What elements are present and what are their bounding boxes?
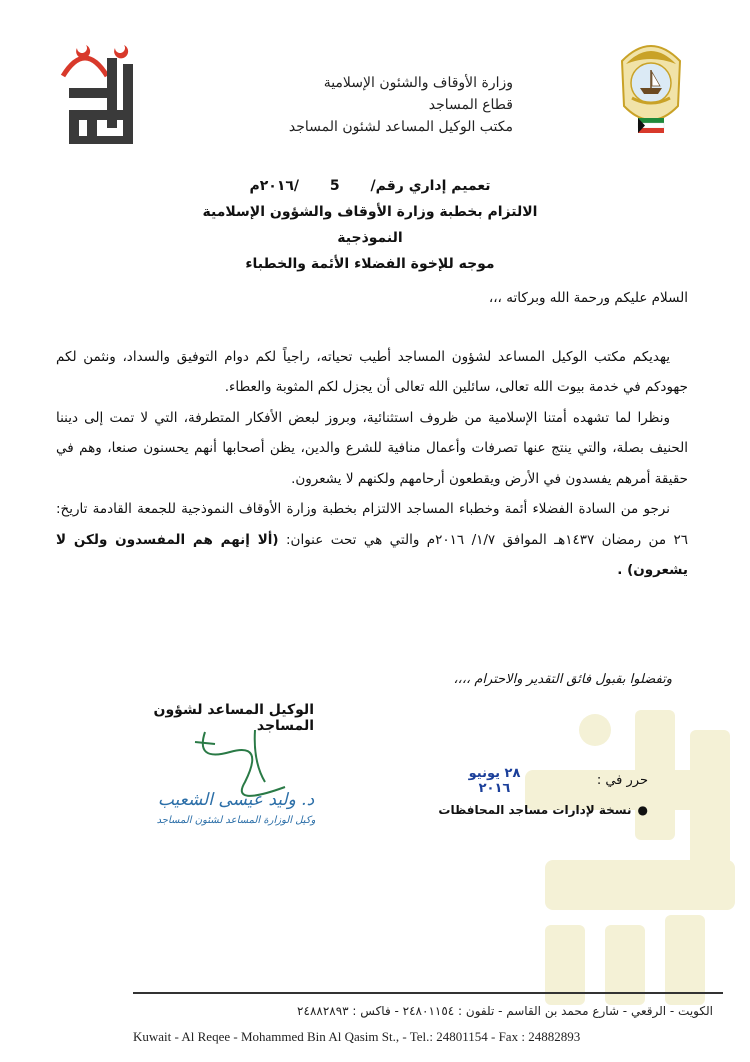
greeting: السلام عليكم ورحمة الله وبركاته ،،،: [488, 290, 688, 306]
kuwait-emblem-icon: [612, 36, 690, 148]
circular-audience: موجه للإخوة الفضلاء الأئمة والخطباء: [245, 256, 495, 272]
circular-header: [170, 173, 570, 277]
circular-number-line: [170, 173, 570, 199]
footer-address-english: Kuwait - Al Reqee - Mohammed Bin Al Qasim St., - Tel.: 24801154 - Fax : 24882893: [133, 1029, 581, 1044]
ministry-name: وزارة الأوقاف والشئون الإسلامية: [323, 75, 513, 91]
closing-line: وتفضلوا بقبول فائق التقدير والاحترام ،،،،: [453, 672, 672, 687]
signatory-title: الوكيل المساعد لشؤون المساجد: [153, 702, 314, 734]
circular-label: تعميم إداري رقم/: [370, 178, 491, 194]
footer-address-arabic: الكويت - الرقعي - شارع محمد بن القاسم - تلفون : ٢٤٨٠١١٥٤ - فاكس : ٢٤٨٨٢٨٩٣: [297, 1004, 713, 1018]
paragraph-2: ونظرا لما تشهده أمتنا الإسلامية من ظروف استثنائية، وبروز لبعض الأفكار المتطرفة، التي لا تمت إلى ديننا الحنيف بصلة، والتي ينتج عنها تصرفات وأعمال منافية للشرع والدين، يظن أصحابها أنهم يحسنون صنعا، وهم في حقيقة أمرهم يفسدون في الأرض ويقطعون أرحامهم ولكنهم لا يشعرون.: [56, 409, 688, 487]
copy-to-text: نسخة لإدارات مساجد المحافظات: [438, 803, 632, 817]
letter-body: [56, 283, 688, 586]
mosques-sector-logo: [55, 38, 145, 148]
footer-divider: [133, 992, 723, 994]
sector-name: قطاع المساجد: [428, 97, 513, 113]
issued-date: ٢٨ يونيو ٢٠١٦: [468, 766, 521, 796]
paragraph-1: يهديكم مكتب الوكيل المساعد لشؤون المساجد أطيب تحياته، راجياً لكم دوام التوفيق والسداد، ونثمن لكم جهودكم في خدمة بيوت الله تعالى، سائلين الله تعالى أن يجزل لكم المثوبة والعطاء.: [56, 348, 688, 395]
copy-to: [420, 803, 648, 817]
circular-year: /٢٠١٦م: [249, 178, 300, 194]
office-name: مكتب الوكيل المساعد لشئون المساجد: [288, 119, 513, 135]
circular-number: 5: [329, 178, 340, 194]
ministry-header: [230, 72, 513, 138]
bullet-icon: ●: [637, 803, 648, 817]
circular-title: الالتزام بخطبة وزارة الأوقاف والشؤون الإسلامية النموذجية: [202, 204, 538, 246]
signature-name: د. وليد عيسى الشعيب: [157, 790, 315, 810]
watermark-logo: [485, 690, 750, 1010]
paragraph-3-text: نرجو من السادة الفضلاء أئمة وخطباء المساجد الالتزام بخطبة وزارة الأوقاف النموذجية للجمعة القادمة تاريخ: ٢٦ من رمضان ١٤٣٧هـ الموافق ١/٧/ ٢٠١٦م والتي هي تحت عنوان:: [56, 501, 688, 548]
paragraph-3: [56, 494, 688, 586]
sermon-title: (ألا إنهم هم المفسدون ولكن لا يشعرون) .: [56, 531, 688, 578]
issued-label: حرر في :: [596, 773, 648, 788]
signature-role: وكيل الوزارة المساعد لشئون المساجد: [156, 815, 316, 826]
